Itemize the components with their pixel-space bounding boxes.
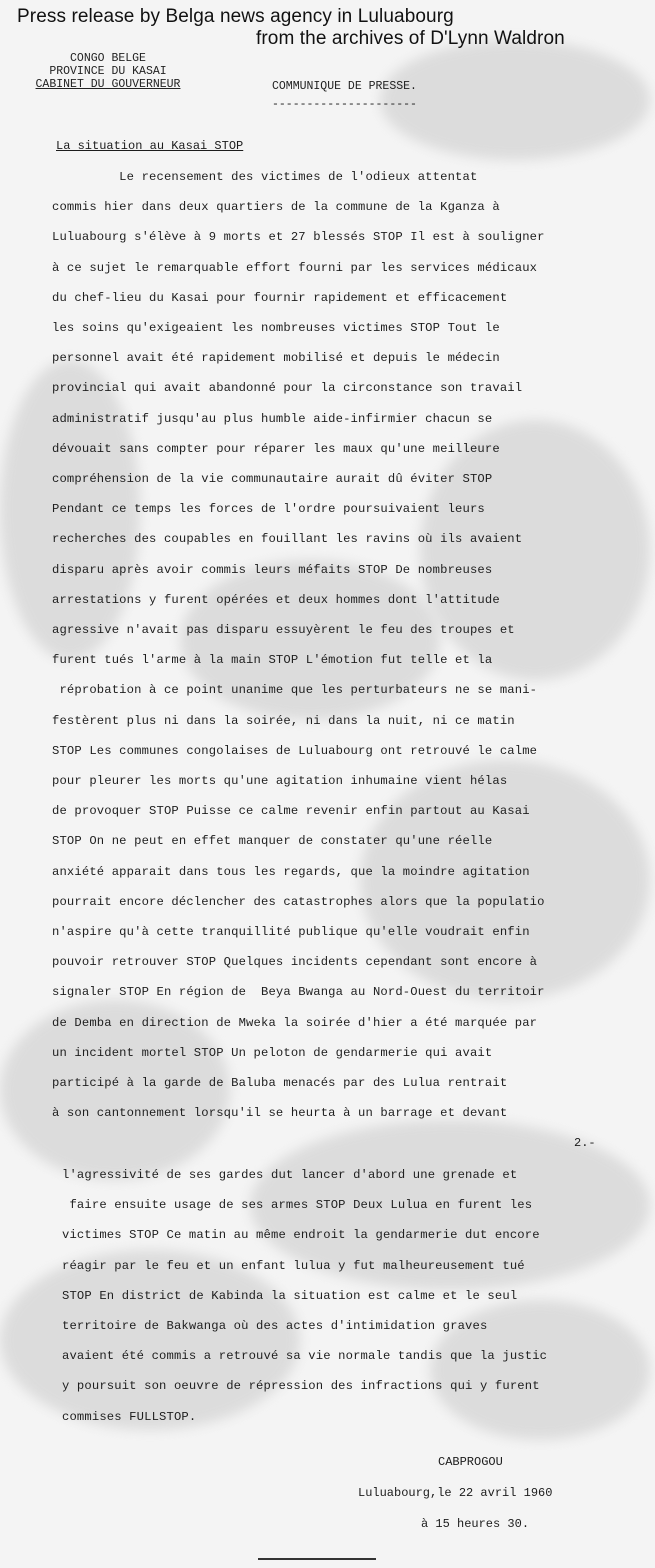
body-line: de Demba en direction de Mweka la soirée d'hier a été marquée par [52,1015,538,1030]
body-line: compréhension de la vie communautaire aurait dû éviter STOP [52,472,493,486]
body-line: STOP On ne peut en effet manquer de constater qu'une réelle [52,834,493,849]
page-number: 2.- [574,1136,596,1150]
document-heading: COMMUNIQUE DE PRESSE. [272,80,417,93]
body-line: furent tués l'arme à la main STOP L'émotion fut telle et la [52,653,493,668]
stain [0,1250,300,1430]
body-line: commis hier dans deux quartiers de la commune de la Kganza à [52,200,500,215]
stain [420,420,650,680]
body-line: à ce sujet le remarquable effort fourni par les services médicaux [52,260,538,275]
signature-time: à 15 heures 30. [421,1517,530,1531]
body-line: Luluabourg s'élève à 9 morts et 27 blessés STOP Il est à souligner [52,230,545,245]
body-line: Le recensement des victimes de l'odieux attentat [52,170,478,184]
body-line: disparu après avoir commis leurs méfaits STOP De nombreuses [52,562,493,577]
letterhead-line-3: CABINET DU GOUVERNEUR [35,78,181,91]
body-line: administratif jusqu'au plus humble aide-infirmier chacun se [52,411,493,426]
body-line: du chef-lieu du Kasai pour fournir rapidement et efficacement [52,290,508,305]
letterhead-line-2: PROVINCE DU KASAI [49,65,167,78]
body-line: faire ensuite usage de ses armes STOP Deux Lulua en furent les [62,1198,533,1213]
body-line: n'aspire qu'à cette tranquillité publique qu'elle voudrait enfin [52,925,530,939]
body-line: un incident mortel STOP Un peloton de gendarmerie qui avait [52,1045,493,1060]
body-line: recherches des coupables en fouillant les ravins où ils avaient [52,532,523,547]
body-line: dévouait sans compter pour réparer les maux qu'une meilleure [52,441,500,456]
body-line: à son cantonnement lorsqu'il se heurta à un barrage et devant [52,1106,508,1121]
closing-rule [258,1558,376,1560]
letterhead-line-1: CONGO BELGE [70,52,146,65]
body-line: commises FULLSTOP. [62,1409,197,1424]
body-line: agressive n'avait pas disparu essuyèrent le feu des troupes et [52,623,515,637]
body-line: réprobation à ce point unanime que les perturbateurs ne se mani- [52,683,538,698]
letterhead [8,52,208,91]
body-line: festèrent plus ni dans la soirée, ni dans la nuit, ni ce matin [52,713,515,728]
body-line: y poursuit son oeuvre de répression des infractions qui y furent [62,1379,540,1394]
body-line: anxiété apparait dans tous les regards, que la moindre agitation [52,864,530,879]
body-line: de provoquer STOP Puisse ce calme revenir enfin partout au Kasai [52,804,530,819]
body-line: l'agressivité de ses gardes dut lancer d'abord une grenade et [62,1168,518,1182]
heading-underline: --------------------- [272,98,417,111]
body-line: pouvoir retrouver STOP Quelques incidents cependant sont encore à [52,955,538,970]
body-line: signaler STOP En région de Beya Bwanga au Nord-Ouest du territoir [52,985,545,1000]
body-line: arrestations y furent opérées et deux hommes dont l'attitude [52,592,500,607]
body-line: participé à la garde de Baluba menacés par des Lulua rentrait [52,1076,508,1090]
body-line: les soins qu'exigeaient les nombreuses victimes STOP Tout le [52,321,500,335]
body-line: avaient été commis a retrouvé sa vie normale tandis que la justic [62,1349,548,1364]
body-line: victimes STOP Ce matin au même endroit la gendarmerie dut encore [62,1228,540,1243]
body-line: personnel avait été rapidement mobilisé et depuis le médecin [52,351,500,366]
signature-name: CABPROGOU [438,1455,503,1469]
body-line: STOP En district de Kabinda la situation est calme et le seul [62,1288,518,1303]
body-line: provincial qui avait abandonné pour la circonstance son travail [52,381,523,396]
body-line: STOP Les communes congolaises de Luluabourg ont retrouvé le calme [52,743,538,758]
body-line: territoire de Bakwanga où des actes d'intimidation graves [62,1319,488,1333]
signature-place-date: Luluabourg,le 22 avril 1960 [358,1486,553,1500]
body-line: pour pleurer les morts qu'une agitation inhumaine vient hélas [52,774,508,788]
subject-line: La situation au Kasai STOP [56,139,244,153]
body-line: Pendant ce temps les forces de l'ordre poursuivaient leurs [52,502,485,517]
body-line: réagir par le feu et un enfant lulua y fut malheureusement tué [62,1258,525,1273]
stain [380,40,650,160]
archive-caption-line-1: Press release by Belga news agency in Luluabourg [17,6,454,27]
body-line: pourrait encore déclencher des catastrophes alors que la populatio [52,894,545,909]
archive-caption-line-2: from the archives of D'Lynn Waldron [256,28,565,49]
